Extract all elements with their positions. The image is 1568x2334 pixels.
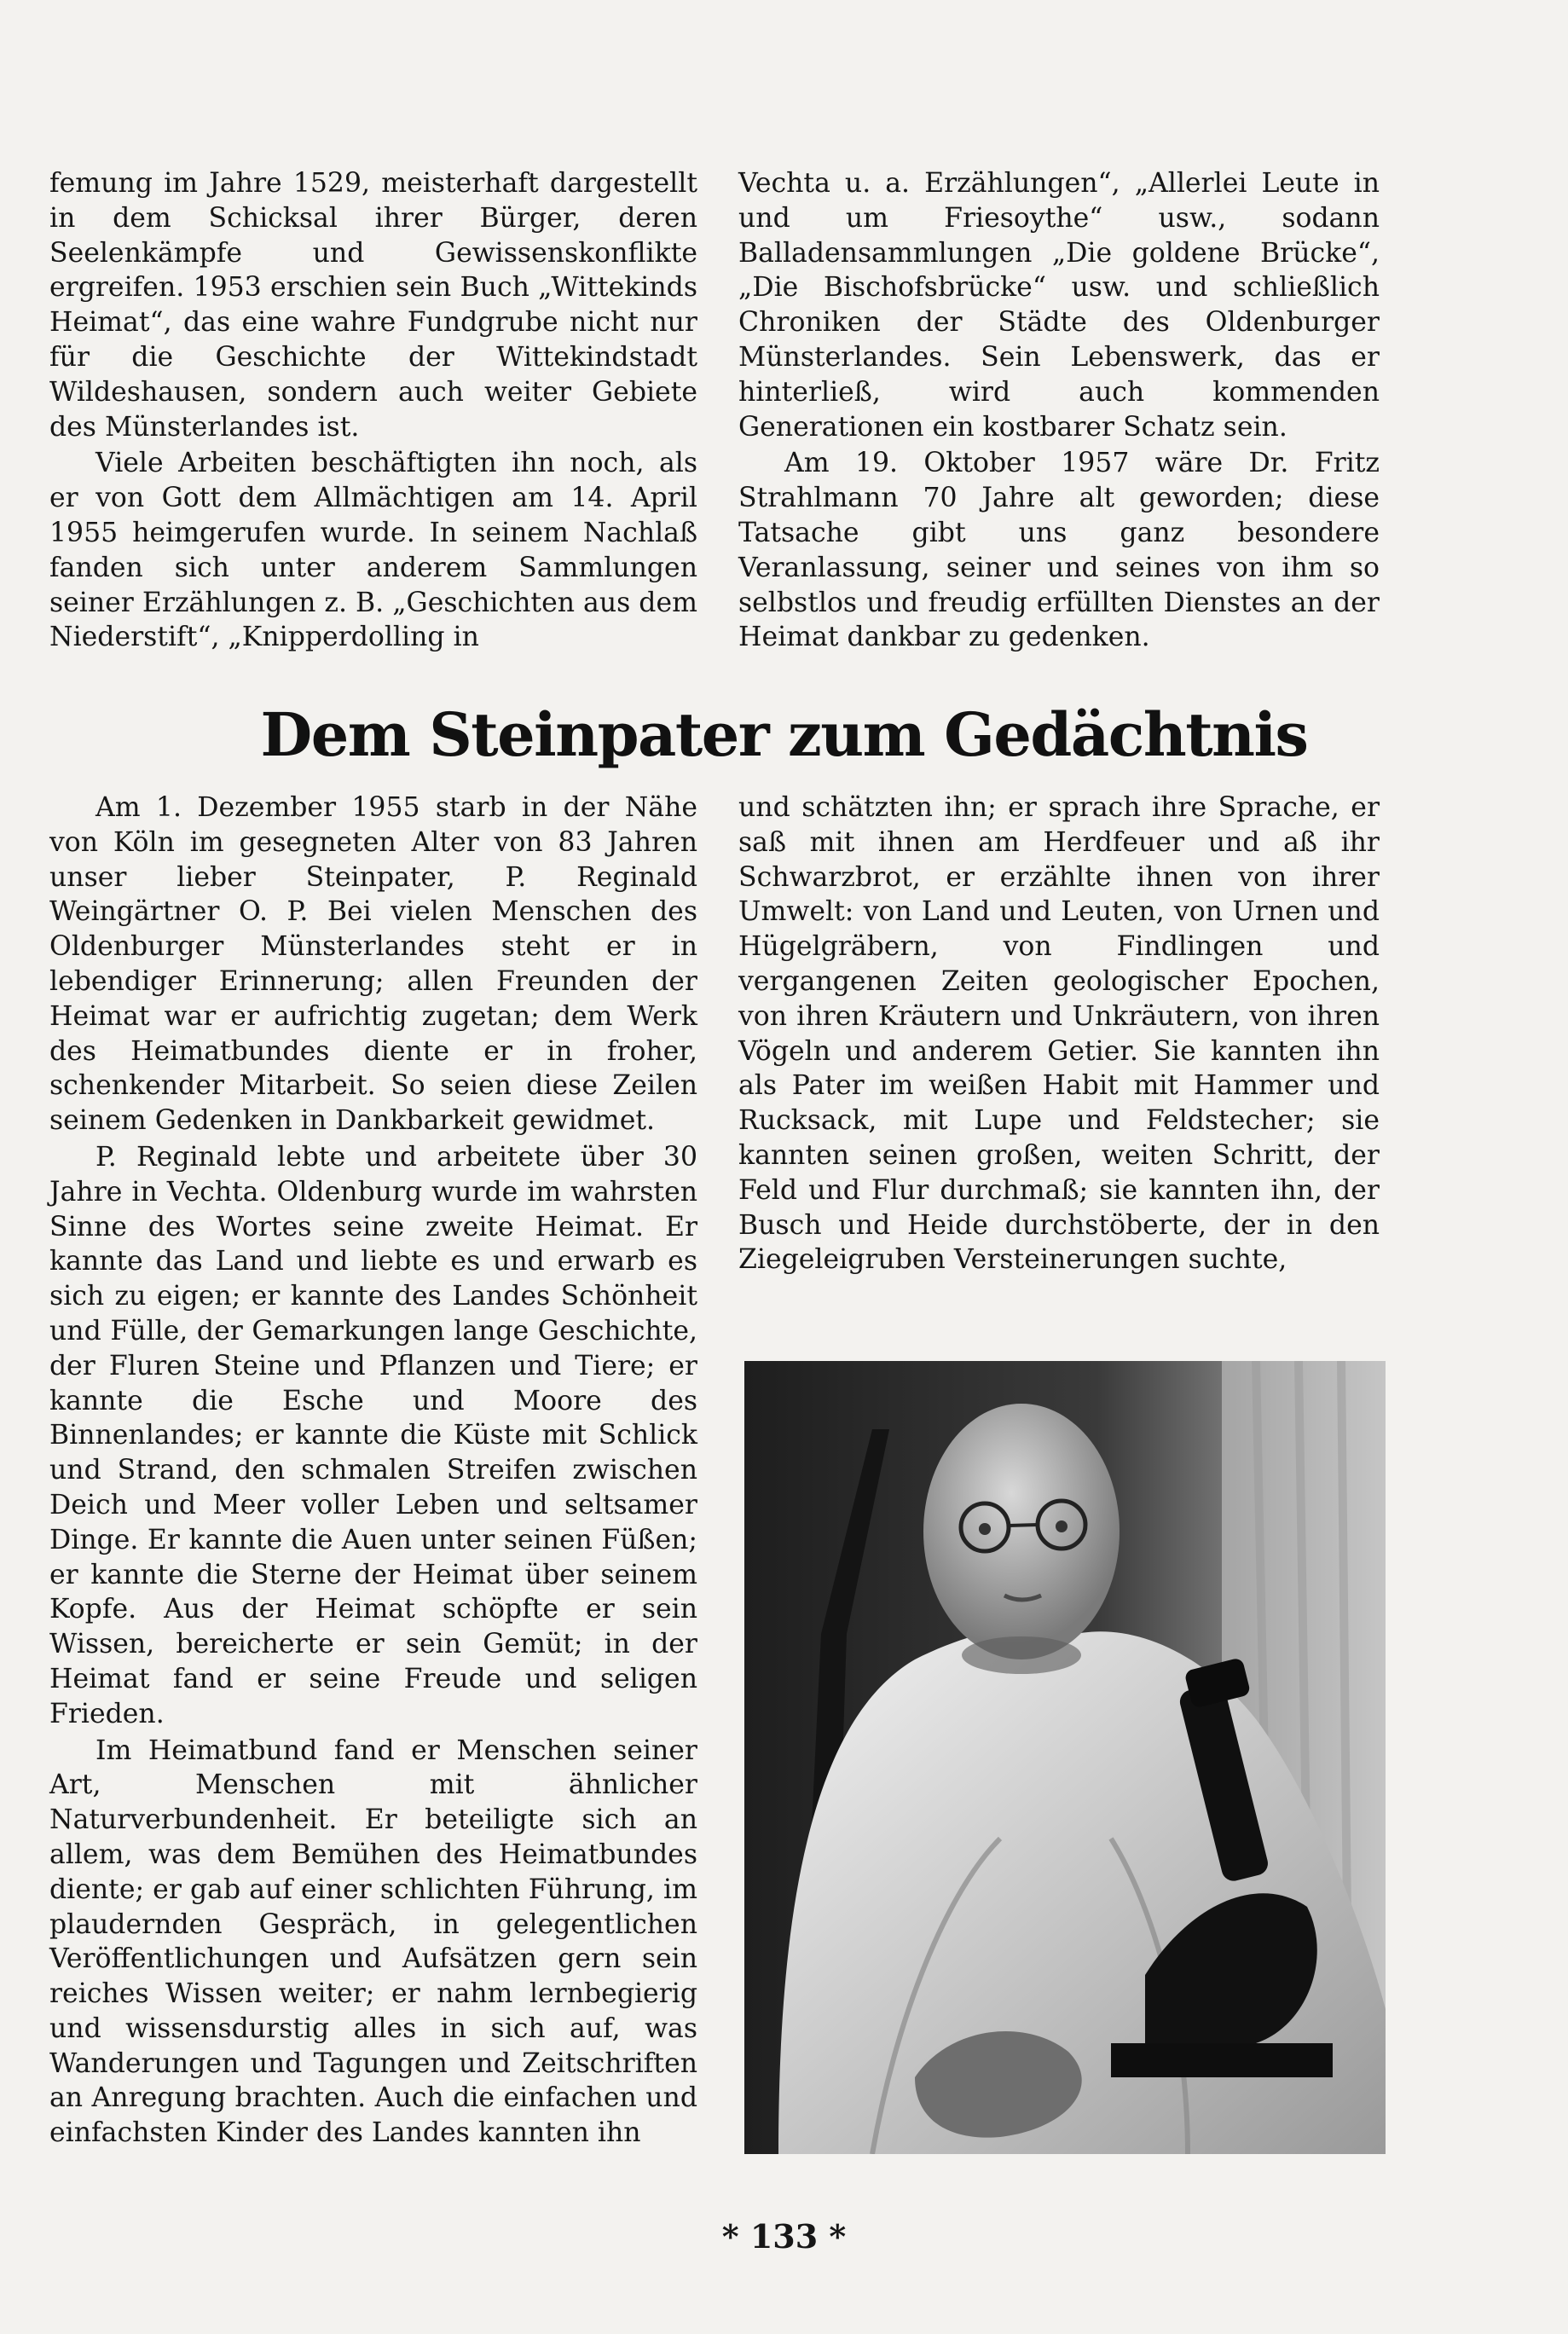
column-bottom-right (738, 791, 1380, 1277)
page-number: * 133 * (721, 2217, 847, 2256)
portrait-photo (744, 1361, 1386, 2154)
paragraph: Viele Arbeiten beschäftigten ihn noch, als er von Gott dem Allmächtigen am 14. April 1955 heimgerufen wurde. In seinem Nachlaß fanden sich unter anderem Sammlungen seiner Erzählungen z. B. „Geschichten aus dem Niederstift“, „Knipperdolling in (49, 448, 697, 653)
paragraph: und schätzten ihn; er sprach ihre Sprache, er saß mit ihnen am Herdfeuer und aß ihr Schwarzbrot, er erzählte ihnen von ihrer Umwelt: von Land und Leuten, von Urnen und Hügelgräbern, von Findlingen und vergangenen Zeiten geologischer Epochen, von ihren Kräutern und Unkräutern, von ihren Vögeln und anderem Getier. Sie kannten ihn als Pater im weißen Habit mit Hammer und Rucksack, mit Lupe und Feldstecher; sie kannten seinen großen, weiten Schritt, der Feld und Flur durchmaß; sie kannten ihn, der Busch und Heide durchstöberte, der in den Ziegeleigruben Versteinerungen suchte, (738, 792, 1380, 1276)
paragraph: Im Heimatbund fand er Menschen seiner Art, Menschen mit ähnlicher Naturverbundenheit. Er beteiligte sich an allem, was dem Bemühen des Heimatbundes diente; er gab auf einer schlichten Führung, im plaudernden Gespräch, in gelegentlichen Veröffentlichungen und Aufsätzen gern sein reiches Wissen weiter; er nahm lernbegierig und wissensdurstig alles in sich auf, was Wanderungen und Tagungen und Zeitschriften an Anregung brachten. Auch die einfachen und einfachsten Kinder des Landes kannten ihn (49, 1735, 697, 2149)
paragraph: Vechta u. a. Erzählungen“, „Allerlei Leute in und um Friesoythe“ usw., sodann Balladensammlungen „Die goldene Brücke“, „Die Bischofsbrücke“ usw. und schließlich Chroniken der Städte des Oldenburger Münsterlandes. Sein Lebenswerk, das er hinterließ, wird auch kommenden Generationen ein kostbarer Schatz sein. (738, 168, 1380, 443)
paragraph: Am 19. Oktober 1957 wäre Dr. Fritz Strahlmann 70 Jahre alt geworden; diese Tatsache gibt uns ganz besondere Veranlassung, seiner und seines von ihm so selbstlos und freudig erfüllten Dienstes an der Heimat dankbar zu gedenken. (738, 448, 1380, 653)
portrait-illustration (744, 1361, 1386, 2154)
paragraph: femung im Jahre 1529, meisterhaft dargestellt in dem Schicksal ihrer Bürger, deren Seelenkämpfe und Gewissenskonflikte ergreifen. 1953 erschien sein Buch „Wittekinds Heimat“, das eine wahre Fundgrube nicht nur für die Geschichte der Wittekindstadt Wildeshausen, sondern auch weiter Gebiete des Münsterlandes ist. (49, 168, 697, 443)
paragraph: P. Reginald lebte und arbeitete über 30 Jahre in Vechta. Oldenburg wurde im wahrsten Sinne des Wortes seine zweite Heimat. Er kannte das Land und liebte es und erwarb es sich zu eigen; er kannte des Landes Schönheit und Fülle, der Gemarkungen lange Geschichte, der Fluren Steine und Pflanzen und Tiere; er kannte die Esche und Moore des Binnenlandes; er kannte die Küste mit Schlick und Strand, den schmalen Streifen zwischen Deich und Meer voller Leben und seltsamer Dinge. Er kannte die Auen unter seinen Füßen; er kannte die Sterne der Heimat über seinem Kopfe. Aus der Heimat schöpfte er sein Wissen, bereicherte er sein Gemüt; in der Heimat fand er seine Freude und seligen Frieden. (49, 1141, 697, 1729)
article-title: Dem Steinpater zum Gedächtnis (260, 699, 1308, 770)
column-top-right (738, 166, 1380, 655)
column-bottom-left (49, 791, 697, 2151)
paragraph: Am 1. Dezember 1955 starb in der Nähe von Köln im gesegneten Alter von 83 Jahren unser lieber Steinpater, P. Reginald Weingärtner O. P. Bei vielen Menschen des Oldenburger Münsterlandes steht er in lebendiger Erinnerung; allen Freunden der Heimat war er aufrichtig zugetan; dem Werk des Heimatbundes diente er in froher, schenkender Mitarbeit. So seien diese Zeilen seinem Gedenken in Dankbarkeit gewidmet. (49, 792, 697, 1137)
column-top-left (49, 166, 697, 655)
